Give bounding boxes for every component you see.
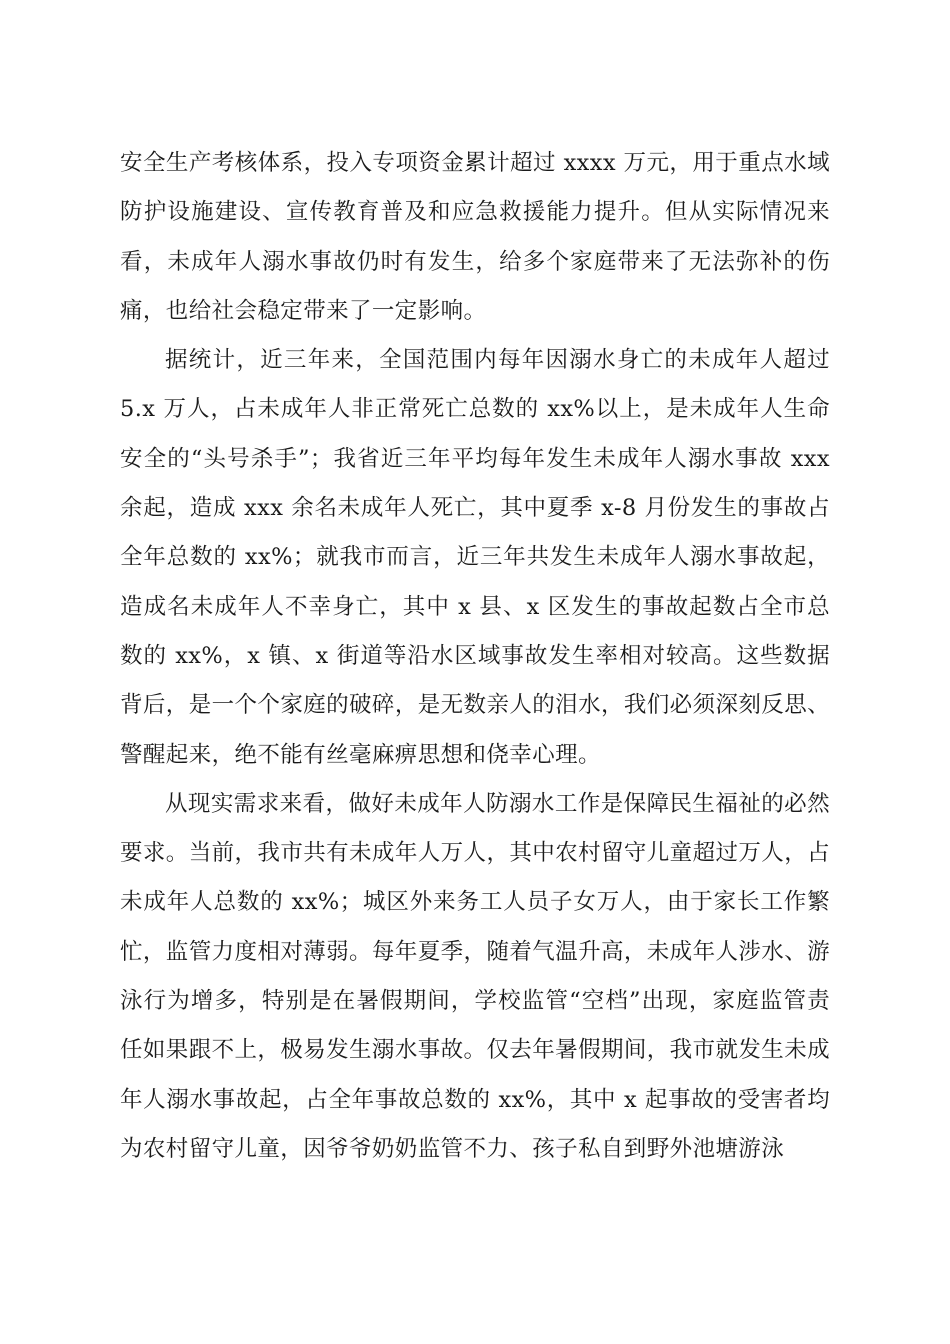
document-body [120, 139, 830, 1174]
paragraph-2: 据统计，近三年来，全国范围内每年因溺水身亡的未成年人超过 5.x 万人，占未成年人非正常死亡总数的 xx%以上，是未成年人生命安全的“头号杀手”；我省近三年平均每年发生未成年人溺水事故 xxx 余起，造成 xxx 余名未成年人死亡，其中夏季 x-8 月份发生的事故占全年总数的 xx%；就我市而言，近三年共发生未成年人溺水事故起，造成名未成年人不幸身亡，其中 x 县、x 区发生的事故起数占全市总数的 xx%，x 镇、x 街道等沿水区域事故发生率相对较高。这些数据背后，是一个个家庭的破碎，是无数亲人的泪水，我们必须深刻反思、警醒起来，绝不能有丝毫麻痹思想和侥幸心理。 [120, 347, 830, 768]
paragraph-1: 安全生产考核体系，投入专项资金累计超过 xxxx 万元，用于重点水域防护设施建设、宣传教育普及和应急救援能力提升。但从实际情况来看，未成年人溺水事故仍时有发生，给多个家庭带来了无法弥补的伤痛，也给社会稳定带来了一定影响。 [120, 150, 830, 324]
paragraph-3: 从现实需求来看，做好未成年人防溺水工作是保障民生福祉的必然要求。当前，我市共有未成年人万人，其中农村留守儿童超过万人，占未成年人总数的 xx%；城区外来务工人员子女万人，由于家长工作繁忙，监管力度相对薄弱。每年夏季，随着气温升高，未成年人涉水、游泳行为增多，特别是在暑假期间，学校监管“空档”出现，家庭监管责任如果跟不上，极易发生溺水事故。仅去年暑假期间，我市就发生未成年人溺水事故起，占全年事故总数的 xx%，其中 x 起事故的受害者均为农村留守儿童，因爷爷奶奶监管不力、孩子私自到野外池塘游泳 [120, 790, 830, 1162]
